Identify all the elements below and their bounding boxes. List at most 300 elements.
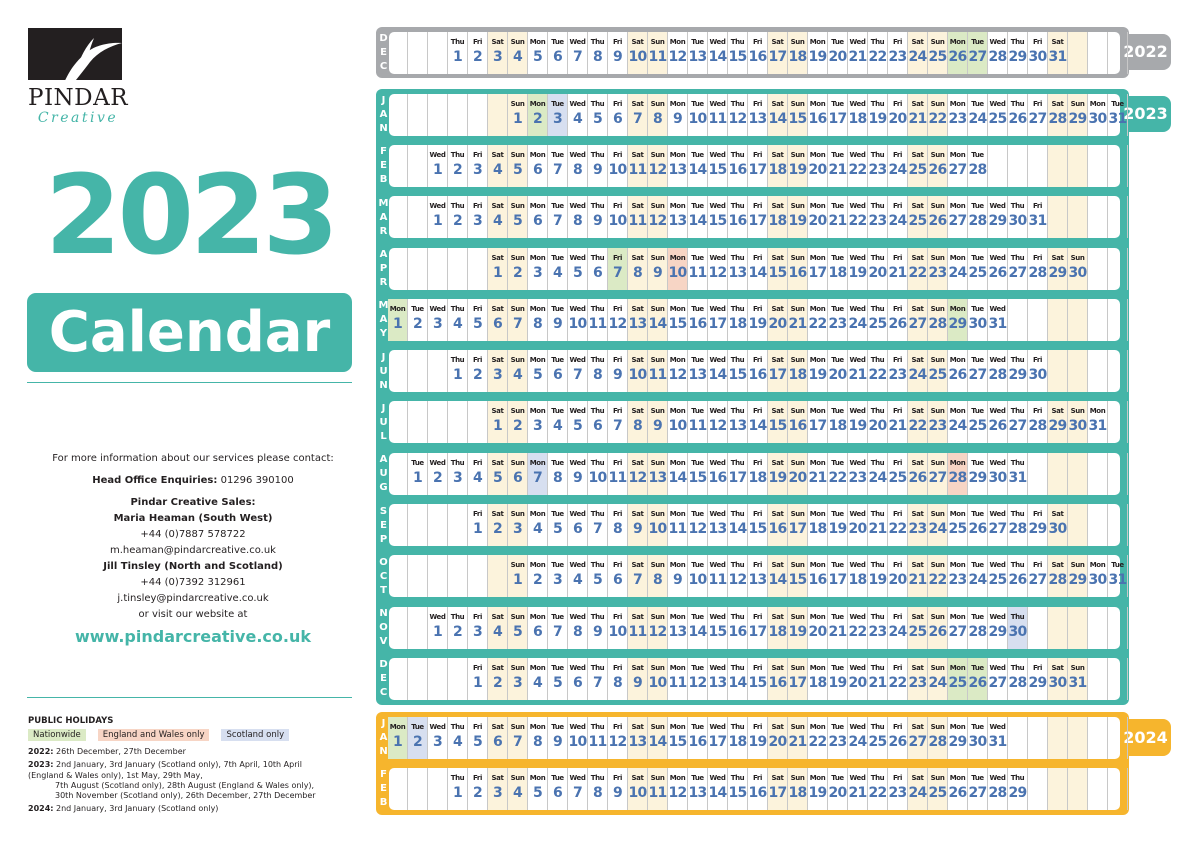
day-cell[interactable]: [508, 196, 528, 238]
rep2-email[interactable]: j.tinsley@pindarcreative.co.uk: [117, 593, 269, 604]
day-cell[interactable]: [468, 504, 488, 546]
day-cell[interactable]: [588, 453, 608, 495]
day-cell[interactable]: [668, 196, 688, 238]
day-cell[interactable]: [788, 145, 808, 187]
day-cell[interactable]: [728, 768, 748, 810]
day-cell[interactable]: [968, 94, 988, 136]
day-cell[interactable]: [708, 768, 728, 810]
day-cell[interactable]: [828, 768, 848, 810]
day-cell[interactable]: [748, 658, 768, 700]
day-cell[interactable]: [468, 196, 488, 238]
day-cell[interactable]: [448, 196, 468, 238]
day-cell[interactable]: [828, 350, 848, 392]
day-cell[interactable]: [928, 555, 948, 597]
day-cell[interactable]: [768, 607, 788, 649]
day-cell[interactable]: [548, 32, 568, 74]
day-cell[interactable]: [608, 350, 628, 392]
day-cell[interactable]: [948, 717, 968, 759]
day-cell[interactable]: [568, 658, 588, 700]
day-cell[interactable]: [988, 607, 1008, 649]
day-cell[interactable]: [648, 453, 668, 495]
day-cell[interactable]: [868, 555, 888, 597]
day-cell[interactable]: [748, 350, 768, 392]
day-cell[interactable]: [788, 555, 808, 597]
day-cell[interactable]: [1088, 555, 1108, 597]
day-cell[interactable]: [708, 717, 728, 759]
day-cell[interactable]: [568, 94, 588, 136]
day-cell[interactable]: [948, 607, 968, 649]
day-cell[interactable]: [888, 555, 908, 597]
day-cell[interactable]: [908, 555, 928, 597]
day-cell[interactable]: [948, 248, 968, 290]
day-cell[interactable]: [548, 453, 568, 495]
day-cell[interactable]: [648, 504, 668, 546]
day-cell[interactable]: [428, 717, 448, 759]
day-cell[interactable]: [608, 248, 628, 290]
day-cell[interactable]: [528, 196, 548, 238]
day-cell[interactable]: [728, 555, 748, 597]
day-cell[interactable]: [568, 299, 588, 341]
day-cell[interactable]: [508, 768, 528, 810]
day-cell[interactable]: [1008, 350, 1028, 392]
day-cell[interactable]: [788, 401, 808, 443]
day-cell[interactable]: [488, 299, 508, 341]
day-cell[interactable]: [588, 555, 608, 597]
day-cell[interactable]: [908, 299, 928, 341]
day-cell[interactable]: [988, 504, 1008, 546]
day-cell[interactable]: [688, 196, 708, 238]
day-cell[interactable]: [948, 350, 968, 392]
day-cell[interactable]: [868, 145, 888, 187]
day-cell[interactable]: [868, 94, 888, 136]
day-cell[interactable]: [988, 94, 1008, 136]
day-cell[interactable]: [588, 248, 608, 290]
day-cell[interactable]: [1008, 658, 1028, 700]
day-cell[interactable]: [808, 555, 828, 597]
day-cell[interactable]: [688, 350, 708, 392]
day-cell[interactable]: [788, 768, 808, 810]
day-cell[interactable]: [968, 145, 988, 187]
day-cell[interactable]: [608, 94, 628, 136]
day-cell[interactable]: [888, 717, 908, 759]
day-cell[interactable]: [548, 555, 568, 597]
day-cell[interactable]: [1028, 196, 1048, 238]
day-cell[interactable]: [448, 717, 468, 759]
day-cell[interactable]: [908, 504, 928, 546]
day-cell[interactable]: [668, 658, 688, 700]
day-cell[interactable]: [588, 32, 608, 74]
day-cell[interactable]: [788, 658, 808, 700]
day-cell[interactable]: [1068, 248, 1088, 290]
day-cell[interactable]: [768, 248, 788, 290]
day-cell[interactable]: [708, 401, 728, 443]
day-cell[interactable]: [468, 32, 488, 74]
day-cell[interactable]: [688, 94, 708, 136]
day-cell[interactable]: [828, 717, 848, 759]
day-cell[interactable]: [708, 504, 728, 546]
day-cell[interactable]: [928, 453, 948, 495]
day-cell[interactable]: [808, 658, 828, 700]
day-cell[interactable]: [788, 196, 808, 238]
day-cell[interactable]: [488, 607, 508, 649]
day-cell[interactable]: [808, 717, 828, 759]
day-cell[interactable]: [848, 717, 868, 759]
day-cell[interactable]: [848, 94, 868, 136]
day-cell[interactable]: [828, 299, 848, 341]
day-cell[interactable]: [628, 504, 648, 546]
day-cell[interactable]: [728, 401, 748, 443]
day-cell[interactable]: [888, 658, 908, 700]
day-cell[interactable]: [408, 453, 428, 495]
day-cell[interactable]: [1008, 196, 1028, 238]
day-cell[interactable]: [968, 196, 988, 238]
day-cell[interactable]: [568, 350, 588, 392]
day-cell[interactable]: [748, 555, 768, 597]
day-cell[interactable]: [988, 299, 1008, 341]
day-cell[interactable]: [548, 248, 568, 290]
day-cell[interactable]: [668, 717, 688, 759]
day-cell[interactable]: [1008, 453, 1028, 495]
day-cell[interactable]: [868, 658, 888, 700]
day-cell[interactable]: [868, 248, 888, 290]
day-cell[interactable]: [728, 717, 748, 759]
day-cell[interactable]: [428, 299, 448, 341]
day-cell[interactable]: [808, 768, 828, 810]
day-cell[interactable]: [448, 32, 468, 74]
day-cell[interactable]: [988, 555, 1008, 597]
day-cell[interactable]: [888, 248, 908, 290]
day-cell[interactable]: [1028, 401, 1048, 443]
day-cell[interactable]: [1068, 658, 1088, 700]
day-cell[interactable]: [968, 350, 988, 392]
day-cell[interactable]: [628, 401, 648, 443]
day-cell[interactable]: [868, 504, 888, 546]
day-cell[interactable]: [488, 32, 508, 74]
day-cell[interactable]: [568, 768, 588, 810]
day-cell[interactable]: [628, 145, 648, 187]
day-cell[interactable]: [888, 196, 908, 238]
day-cell[interactable]: [848, 32, 868, 74]
day-cell[interactable]: [728, 504, 748, 546]
day-cell[interactable]: [688, 145, 708, 187]
day-cell[interactable]: [388, 299, 408, 341]
day-cell[interactable]: [948, 94, 968, 136]
day-cell[interactable]: [1008, 555, 1028, 597]
day-cell[interactable]: [968, 555, 988, 597]
day-cell[interactable]: [728, 299, 748, 341]
day-cell[interactable]: [428, 145, 448, 187]
day-cell[interactable]: [708, 299, 728, 341]
day-cell[interactable]: [708, 607, 728, 649]
day-cell[interactable]: [788, 94, 808, 136]
day-cell[interactable]: [768, 196, 788, 238]
day-cell[interactable]: [428, 607, 448, 649]
day-cell[interactable]: [488, 401, 508, 443]
day-cell[interactable]: [748, 607, 768, 649]
day-cell[interactable]: [668, 453, 688, 495]
day-cell[interactable]: [488, 717, 508, 759]
day-cell[interactable]: [568, 453, 588, 495]
day-cell[interactable]: [628, 717, 648, 759]
day-cell[interactable]: [928, 607, 948, 649]
day-cell[interactable]: [648, 32, 668, 74]
day-cell[interactable]: [868, 607, 888, 649]
day-cell[interactable]: [768, 145, 788, 187]
day-cell[interactable]: [828, 401, 848, 443]
day-cell[interactable]: [668, 607, 688, 649]
day-cell[interactable]: [608, 768, 628, 810]
day-cell[interactable]: [588, 196, 608, 238]
day-cell[interactable]: [988, 658, 1008, 700]
day-cell[interactable]: [728, 32, 748, 74]
day-cell[interactable]: [928, 248, 948, 290]
day-cell[interactable]: [508, 658, 528, 700]
day-cell[interactable]: [768, 401, 788, 443]
day-cell[interactable]: [588, 504, 608, 546]
day-cell[interactable]: [588, 607, 608, 649]
day-cell[interactable]: [808, 94, 828, 136]
day-cell[interactable]: [588, 658, 608, 700]
day-cell[interactable]: [908, 32, 928, 74]
day-cell[interactable]: [588, 717, 608, 759]
day-cell[interactable]: [888, 350, 908, 392]
day-cell[interactable]: [628, 196, 648, 238]
day-cell[interactable]: [1028, 248, 1048, 290]
day-cell[interactable]: [908, 401, 928, 443]
day-cell[interactable]: [888, 32, 908, 74]
day-cell[interactable]: [608, 504, 628, 546]
day-cell[interactable]: [688, 32, 708, 74]
day-cell[interactable]: [608, 196, 628, 238]
day-cell[interactable]: [468, 299, 488, 341]
day-cell[interactable]: [548, 196, 568, 238]
day-cell[interactable]: [988, 717, 1008, 759]
day-cell[interactable]: [488, 145, 508, 187]
day-cell[interactable]: [748, 401, 768, 443]
day-cell[interactable]: [568, 717, 588, 759]
day-cell[interactable]: [888, 94, 908, 136]
day-cell[interactable]: [848, 555, 868, 597]
day-cell[interactable]: [648, 555, 668, 597]
day-cell[interactable]: [788, 717, 808, 759]
day-cell[interactable]: [528, 607, 548, 649]
day-cell[interactable]: [888, 401, 908, 443]
day-cell[interactable]: [768, 299, 788, 341]
day-cell[interactable]: [448, 768, 468, 810]
day-cell[interactable]: [508, 555, 528, 597]
day-cell[interactable]: [908, 196, 928, 238]
day-cell[interactable]: [508, 607, 528, 649]
day-cell[interactable]: [868, 196, 888, 238]
day-cell[interactable]: [528, 299, 548, 341]
day-cell[interactable]: [708, 453, 728, 495]
day-cell[interactable]: [788, 350, 808, 392]
day-cell[interactable]: [708, 145, 728, 187]
day-cell[interactable]: [768, 32, 788, 74]
day-cell[interactable]: [1088, 94, 1108, 136]
day-cell[interactable]: [408, 299, 428, 341]
day-cell[interactable]: [608, 555, 628, 597]
day-cell[interactable]: [528, 94, 548, 136]
day-cell[interactable]: [608, 453, 628, 495]
day-cell[interactable]: [828, 145, 848, 187]
day-cell[interactable]: [1048, 94, 1068, 136]
day-cell[interactable]: [948, 555, 968, 597]
day-cell[interactable]: [488, 504, 508, 546]
day-cell[interactable]: [688, 717, 708, 759]
day-cell[interactable]: [788, 504, 808, 546]
day-cell[interactable]: [1068, 94, 1088, 136]
day-cell[interactable]: [928, 145, 948, 187]
day-cell[interactable]: [508, 32, 528, 74]
day-cell[interactable]: [528, 504, 548, 546]
day-cell[interactable]: [508, 350, 528, 392]
day-cell[interactable]: [748, 32, 768, 74]
day-cell[interactable]: [628, 350, 648, 392]
day-cell[interactable]: [1028, 94, 1048, 136]
day-cell[interactable]: [468, 658, 488, 700]
day-cell[interactable]: [548, 350, 568, 392]
day-cell[interactable]: [668, 401, 688, 443]
day-cell[interactable]: [548, 658, 568, 700]
day-cell[interactable]: [1008, 401, 1028, 443]
day-cell[interactable]: [888, 768, 908, 810]
day-cell[interactable]: [568, 401, 588, 443]
day-cell[interactable]: [928, 717, 948, 759]
day-cell[interactable]: [708, 94, 728, 136]
day-cell[interactable]: [948, 401, 968, 443]
day-cell[interactable]: [988, 453, 1008, 495]
day-cell[interactable]: [1008, 32, 1028, 74]
day-cell[interactable]: [568, 248, 588, 290]
day-cell[interactable]: [748, 453, 768, 495]
day-cell[interactable]: [768, 768, 788, 810]
day-cell[interactable]: [648, 401, 668, 443]
day-cell[interactable]: [808, 453, 828, 495]
day-cell[interactable]: [728, 145, 748, 187]
day-cell[interactable]: [468, 717, 488, 759]
day-cell[interactable]: [968, 658, 988, 700]
day-cell[interactable]: [528, 401, 548, 443]
day-cell[interactable]: [1108, 555, 1128, 597]
day-cell[interactable]: [668, 504, 688, 546]
day-cell[interactable]: [528, 555, 548, 597]
day-cell[interactable]: [648, 607, 668, 649]
day-cell[interactable]: [808, 504, 828, 546]
day-cell[interactable]: [508, 504, 528, 546]
day-cell[interactable]: [788, 299, 808, 341]
day-cell[interactable]: [508, 717, 528, 759]
day-cell[interactable]: [528, 145, 548, 187]
day-cell[interactable]: [928, 196, 948, 238]
day-cell[interactable]: [508, 248, 528, 290]
day-cell[interactable]: [1108, 94, 1128, 136]
day-cell[interactable]: [908, 145, 928, 187]
day-cell[interactable]: [808, 196, 828, 238]
day-cell[interactable]: [548, 768, 568, 810]
day-cell[interactable]: [568, 145, 588, 187]
day-cell[interactable]: [1028, 32, 1048, 74]
day-cell[interactable]: [808, 299, 828, 341]
day-cell[interactable]: [828, 453, 848, 495]
day-cell[interactable]: [448, 145, 468, 187]
day-cell[interactable]: [588, 299, 608, 341]
day-cell[interactable]: [708, 555, 728, 597]
day-cell[interactable]: [668, 350, 688, 392]
day-cell[interactable]: [548, 607, 568, 649]
day-cell[interactable]: [888, 607, 908, 649]
day-cell[interactable]: [528, 32, 548, 74]
day-cell[interactable]: [908, 350, 928, 392]
day-cell[interactable]: [748, 145, 768, 187]
day-cell[interactable]: [768, 717, 788, 759]
day-cell[interactable]: [1028, 555, 1048, 597]
day-cell[interactable]: [668, 248, 688, 290]
day-cell[interactable]: [828, 248, 848, 290]
day-cell[interactable]: [768, 555, 788, 597]
day-cell[interactable]: [388, 717, 408, 759]
day-cell[interactable]: [868, 350, 888, 392]
day-cell[interactable]: [608, 299, 628, 341]
day-cell[interactable]: [788, 453, 808, 495]
day-cell[interactable]: [628, 32, 648, 74]
day-cell[interactable]: [948, 299, 968, 341]
day-cell[interactable]: [608, 32, 628, 74]
day-cell[interactable]: [748, 94, 768, 136]
day-cell[interactable]: [628, 453, 648, 495]
day-cell[interactable]: [1068, 555, 1088, 597]
day-cell[interactable]: [488, 453, 508, 495]
day-cell[interactable]: [748, 768, 768, 810]
day-cell[interactable]: [488, 350, 508, 392]
day-cell[interactable]: [948, 32, 968, 74]
day-cell[interactable]: [948, 145, 968, 187]
day-cell[interactable]: [928, 658, 948, 700]
day-cell[interactable]: [688, 504, 708, 546]
day-cell[interactable]: [828, 555, 848, 597]
day-cell[interactable]: [708, 196, 728, 238]
day-cell[interactable]: [968, 607, 988, 649]
day-cell[interactable]: [1028, 504, 1048, 546]
day-cell[interactable]: [808, 350, 828, 392]
day-cell[interactable]: [988, 401, 1008, 443]
day-cell[interactable]: [748, 299, 768, 341]
day-cell[interactable]: [868, 32, 888, 74]
day-cell[interactable]: [668, 555, 688, 597]
day-cell[interactable]: [608, 607, 628, 649]
day-cell[interactable]: [468, 145, 488, 187]
day-cell[interactable]: [928, 299, 948, 341]
website-link[interactable]: www.pindarcreative.co.uk: [75, 627, 311, 646]
day-cell[interactable]: [848, 768, 868, 810]
day-cell[interactable]: [668, 299, 688, 341]
day-cell[interactable]: [628, 768, 648, 810]
day-cell[interactable]: [488, 248, 508, 290]
day-cell[interactable]: [868, 299, 888, 341]
day-cell[interactable]: [748, 717, 768, 759]
day-cell[interactable]: [1088, 401, 1108, 443]
day-cell[interactable]: [728, 658, 748, 700]
day-cell[interactable]: [1008, 94, 1028, 136]
day-cell[interactable]: [648, 350, 668, 392]
day-cell[interactable]: [1048, 504, 1068, 546]
day-cell[interactable]: [548, 504, 568, 546]
day-cell[interactable]: [888, 299, 908, 341]
day-cell[interactable]: [908, 453, 928, 495]
day-cell[interactable]: [728, 248, 748, 290]
day-cell[interactable]: [488, 768, 508, 810]
day-cell[interactable]: [908, 768, 928, 810]
